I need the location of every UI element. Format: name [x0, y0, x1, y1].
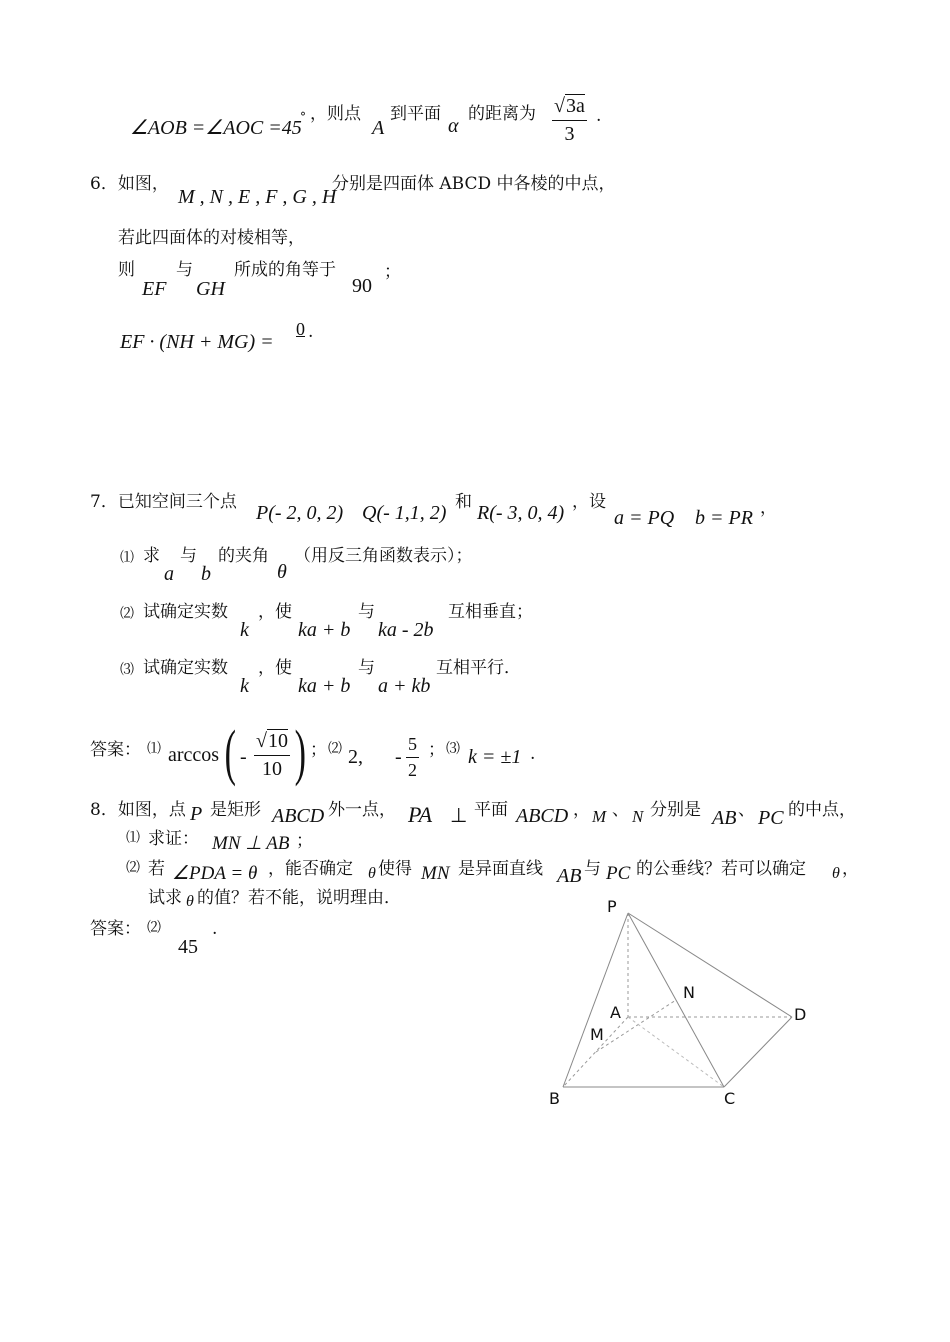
q7-p1-text1: 求	[143, 546, 160, 566]
q7-ans1-frac-den: 10	[254, 755, 290, 781]
q6-points: M , N , E , F , G , H	[178, 186, 337, 208]
q7-p1-a: a	[164, 563, 174, 585]
q8-p1-expr: MN ⊥ AB	[212, 833, 290, 854]
q7-p1-theta: θ	[277, 561, 287, 583]
q7-r: R(- 3, 0, 4)	[477, 502, 565, 524]
q7-p3-text2: 互相平行．	[436, 658, 521, 678]
q5-text1: ，则点	[310, 104, 361, 124]
q7-q: Q(- 1,1, 2)	[362, 502, 447, 524]
q5-deg: °	[300, 110, 306, 124]
q8-text3: 平面	[474, 800, 508, 820]
q7-ans2-frac-num: 5	[408, 734, 417, 754]
q7-a-def: a = PQ	[614, 507, 675, 529]
q8-p2-comma: ，	[842, 859, 859, 879]
q7-p2-e1: ka + b	[298, 619, 351, 641]
q7-p3-num: ⑶	[120, 662, 134, 678]
q6-number: 6．如图，	[90, 174, 169, 194]
q8-p2-theta2: θ	[832, 865, 840, 882]
q8-sep: ，	[573, 800, 590, 820]
q7-p2-e2: ka - 2b	[378, 619, 434, 641]
q8-pa: PA	[408, 802, 433, 827]
q7-p1-with: 与	[180, 546, 197, 566]
q7-p2-text1: 试确定实数	[143, 602, 228, 622]
q8-ans-label: 答案：	[90, 919, 141, 939]
edge-pb	[563, 913, 628, 1087]
q8-text4: 分别是	[650, 800, 701, 820]
q8-dun2: 、	[738, 800, 755, 820]
q7-p2-num: ⑵	[120, 606, 134, 622]
q7-ans2-fraction	[406, 734, 419, 781]
q7-p3-k: k	[240, 675, 249, 697]
q8-p1-text: 求证：	[148, 829, 199, 849]
q7-p1-text2: 的夹角	[218, 546, 269, 566]
q7-ans1-minus: -	[240, 746, 247, 768]
q5-point: A	[372, 117, 385, 139]
q7-ans1-num: ⑴	[147, 741, 161, 757]
q8-p2-mn: MN	[421, 863, 450, 884]
q8-text2: 外一点，	[328, 800, 396, 820]
q8-p2-text4: 的公垂线？若可以确定	[636, 859, 806, 879]
q7-p3-e2: a + kb	[378, 675, 431, 697]
q7-ans2-num: ⑵	[328, 741, 342, 757]
q8-p2-if: 若	[148, 859, 165, 879]
q8-p2-theta3: θ	[186, 893, 194, 910]
q8-p2-line2b: 的值？若不能，说明理由．	[197, 888, 401, 908]
q5-text3: 的距离为	[468, 104, 536, 124]
pyramid-figure	[540, 890, 840, 1120]
q5-fraction: $\frac{√3a}{3}$	[554, 95, 585, 145]
q8-ab: AB	[712, 807, 737, 829]
q8-p: P	[190, 803, 203, 825]
q7-ans1-frac-num: 10	[267, 730, 288, 752]
q8-p2-angle: ∠PDA = θ	[172, 863, 258, 884]
q8-perp: ⊥	[450, 805, 468, 827]
q8-p2-ab: AB	[557, 865, 582, 887]
q7-ans-sep1: ；	[310, 740, 327, 760]
q8-p2-theta1: θ	[368, 865, 376, 882]
q6-with: 与	[176, 260, 193, 280]
q7-comma: ，	[760, 498, 777, 518]
q7-p2-text2: 互相垂直；	[448, 602, 533, 622]
q7-ans-end: .	[530, 744, 536, 764]
q7-p3-e1: ka + b	[298, 675, 351, 697]
q7-p1-text3: （用反三角函数表示）；	[294, 546, 473, 566]
q8-text1: 是矩形	[210, 800, 261, 820]
q6-dot-val: 0	[296, 319, 305, 339]
q8-dun: 、	[612, 800, 629, 820]
label-n: N	[683, 983, 695, 1002]
q7-ans1-func: arccos	[168, 744, 220, 766]
q8-ans-val: 45	[178, 936, 198, 958]
q8-abcd: ABCD	[272, 805, 325, 827]
q8-ans-num: ⑵	[147, 920, 161, 936]
q8-pc: PC	[758, 807, 784, 829]
q7-p3-text1: 试确定实数	[143, 658, 228, 678]
q7-ans1-fraction: $\frac{√10}{10}$	[256, 730, 288, 780]
q5-angle-eq: ∠AOB =∠AOC =45	[130, 117, 302, 139]
q8-ans-end: .	[212, 919, 218, 939]
edge-cd	[724, 1017, 792, 1087]
q7-ans3-val: k = ±1	[468, 746, 522, 768]
q8-p2-line2a: 试求	[148, 888, 182, 908]
q8-p2-num: ⑵	[126, 860, 140, 876]
q8-p2-text2: 使得	[378, 859, 412, 879]
q7-number: 7．已知空间三个点	[90, 492, 237, 512]
label-d: D	[794, 1005, 807, 1024]
q7-p1-b: b	[201, 563, 211, 585]
q7-p2-with: 与	[358, 602, 375, 622]
q8-text5: 的中点，	[788, 800, 856, 820]
q7-and: 和	[455, 492, 472, 512]
q6-semicolon: ；	[384, 262, 401, 282]
q6-line2: 若此四面体的对棱相等，	[118, 228, 305, 248]
q6-text1: 分别是四面体 ABCD 中各棱的中点，	[332, 174, 616, 194]
q7-ans2-minus: -	[395, 746, 402, 768]
q7-ans3-num: ⑶	[446, 741, 460, 757]
q8-m: M	[592, 807, 607, 826]
q8-p2-with: 与	[584, 859, 601, 879]
q8-n: N	[632, 807, 644, 826]
q7-b-def: b = PR	[695, 507, 753, 529]
q7-p3-with: 与	[358, 658, 375, 678]
label-m: M	[590, 1025, 604, 1044]
segment-mn	[596, 1000, 676, 1052]
q6-ef: EF	[142, 278, 167, 300]
q8-p2-text1: ，能否确定	[268, 859, 353, 879]
diagonal-ac	[628, 1017, 724, 1087]
q6-angle-text: 所成的角等于	[234, 260, 336, 280]
q7-ans2-frac-den: 2	[406, 757, 419, 781]
q5-den: 3	[552, 120, 587, 146]
q7-p2-make: ，使	[258, 602, 292, 622]
q7-ans2-val: 2,	[348, 746, 363, 768]
q6-angle-val: 90	[352, 275, 372, 297]
q8-p1-num: ⑴	[126, 830, 140, 846]
label-p: P	[607, 897, 617, 916]
q8-number: 8．如图，点	[90, 800, 186, 820]
q5-end: .	[596, 106, 602, 126]
q7-p2-k: k	[240, 619, 249, 641]
q8-abcd2: ABCD	[516, 805, 569, 827]
q7-ans1-lparen: (	[224, 719, 237, 787]
q6-gh: GH	[196, 278, 225, 300]
q6-dot-expr: EF · (NH + MG) =	[120, 331, 274, 353]
label-c: C	[724, 1089, 736, 1108]
q6-period: .	[308, 322, 314, 342]
q7-p1-num: ⑴	[120, 550, 134, 566]
q7-p3-make: ，使	[258, 658, 292, 678]
q5-text2: 到平面	[390, 104, 441, 124]
q7-ans1-rparen: )	[294, 719, 307, 787]
q8-p2-text3: 是异面直线	[458, 859, 543, 879]
q7-p: P(- 2, 0, 2)	[256, 502, 344, 524]
q7-set: ，设	[572, 492, 606, 512]
q7-ans-sep2: ；	[428, 740, 445, 760]
q5-num: 3a	[565, 95, 585, 117]
q8-p2-pc: PC	[606, 863, 631, 884]
q7-ans-label: 答案：	[90, 740, 141, 760]
label-a: A	[610, 1003, 621, 1022]
q8-p1-end: ；	[296, 831, 313, 851]
q6-then: 则	[118, 260, 135, 280]
q5-plane: α	[448, 115, 459, 137]
edge-pd	[628, 913, 792, 1017]
label-b: B	[549, 1089, 560, 1108]
